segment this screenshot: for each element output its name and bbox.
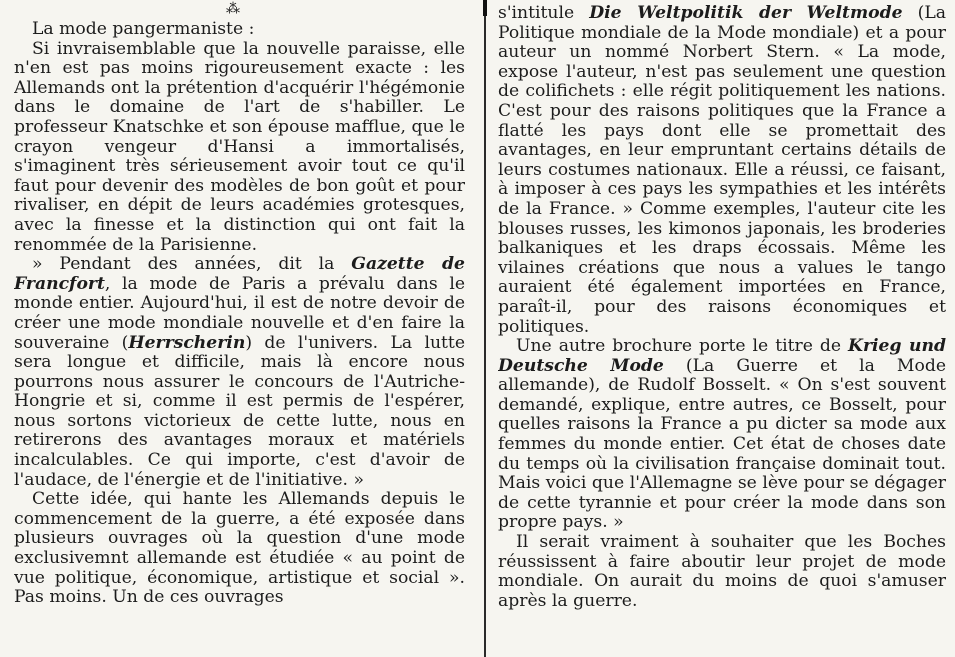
paragraph-conclusion: Il serait vraiment à souhaiter que les Boches réussissent à faire aboutir leur projet de mode mondiale. On aurait du moins de quoi s'amuser après la guerre. bbox=[498, 532, 946, 611]
left-column bbox=[14, 20, 465, 657]
paragraph-idea: Cette idée, qui hante les Allemands depuis le commencement de la guerre, a été exposée dans plusieurs ouvrages où la question d'une mode exclusivemnt allemande est étudiée « au point de vue politique, économique, artistique et social ». Pas moins. Un de ces ouvrages bbox=[14, 489, 465, 608]
text-run: (La Guerre et la Mode allemande), de Rudolf Bosselt. « On s'est souvent demandé, explique, entre autres, ce Bosselt, pour quelles raisons la France a pu dicter sa mode aux femmes du monde entier. Cet état de choses date du temps où la civilisation française dominait tout. Mais voici que l'Allemagne se lève pour se dégager de cette tyrannie et pour créer la mode dans son propre pays. » bbox=[498, 355, 946, 533]
section-heading: La mode pangermaniste : bbox=[32, 20, 255, 39]
text-run: s'intitule bbox=[498, 4, 590, 23]
text-run: ) de l'univers. La lutte sera longue et difficile, mais là encore nous pourrons nous assurer le concours de l'Autriche-Hongrie et si, comme il est permis de l'espérer, nous sortons victorieux de cette lutte, nous en retirerons des avantages moraux et matériels incalculables. Ce qui importe, c'est d'avoir de l'audace, de l'énergie et de l'initiative. » bbox=[14, 332, 465, 490]
text-run: » Pendant des années, dit la bbox=[32, 254, 352, 275]
paragraph-krieg bbox=[498, 337, 946, 533]
right-column bbox=[498, 4, 946, 657]
asterism-ornament: ⁂ bbox=[226, 1, 238, 17]
text-run: Une autre brochure porte le titre de bbox=[516, 336, 848, 357]
column-rule bbox=[484, 0, 486, 657]
paragraph-weltpolitik bbox=[498, 4, 946, 337]
text-run: , la mode de Paris a prévalu dans le monde entier. Aujourd'hui, il est de notre devoir de créer une mode mondiale nouvelle et d'en faire la souveraine ( bbox=[14, 273, 465, 353]
book-title: Die Weltpolitik der Weltmode bbox=[589, 4, 903, 23]
book-title: Krieg und Deutsche Mode bbox=[498, 336, 946, 376]
paragraph-intro: Si invraisemblable que la nouvelle paraisse, elle n'en est pas moins rigoureusement exacte : les Allemands ont la prétention d'acquérir l'hégémonie dans le domaine de l'art de s'habiller. Le professeur Knatschke et son épouse mafflue, que le crayon vengeur d'Hansi a immortalisés, s'imaginent très sérieusement avoir tout ce qu'il faut pour devenir des modèles de bon goût et pour rivaliser, en dépit de leurs académies grotesques, avec la finesse et la distinction qui ont fait la renommée de la Parisienne. bbox=[14, 38, 465, 255]
german-term: Herrscherin bbox=[128, 332, 246, 353]
publication-title: Gazette de Francfort bbox=[14, 254, 465, 294]
column-rule-mark bbox=[483, 0, 487, 16]
text-run: (La Politique mondiale de la Mode mondiale) et a pour auteur un nommé Norbert Stern. « La mode, expose l'auteur, n'est pas seulement une question de colifichets : elle régit politiquement les nations. C'est pour des raisons politiques que la France a flatté les pays dont elle se promettait des avantages, en leur empruntant certains détails de leurs costumes nationaux. Elle a réussi, ce faisant, à imposer à ces pays les sympathies et les intérêts de la France. » Comme exemples, l'auteur cite les blouses russes, les kimonos japonais, les broderies balkaniques et les draps écossais. Même les vilaines créations que nous a values le tango auraient été également importées en France, paraît-il, pour des raisons économiques et politiques. bbox=[498, 4, 946, 337]
paragraph-gazette-quote bbox=[14, 255, 465, 490]
